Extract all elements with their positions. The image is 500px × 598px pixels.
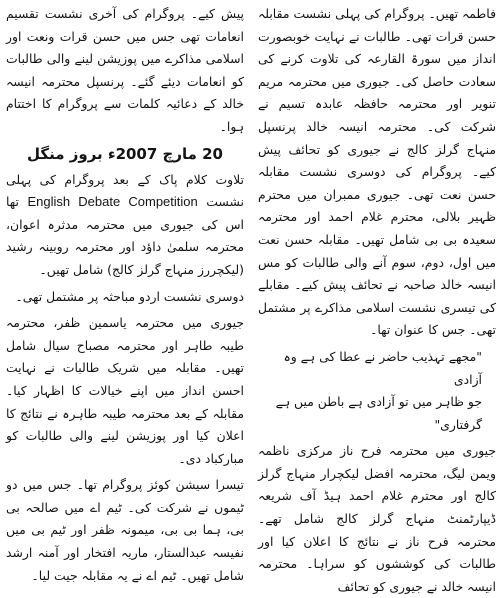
english-debate-title: English Debate Competition bbox=[27, 194, 198, 210]
date-heading-suffix: ء بروز منگل bbox=[27, 144, 116, 163]
left-column bbox=[6, 3, 244, 583]
date-heading bbox=[6, 141, 244, 167]
paragraph-urdu-debate-jury: جیوری میں محترمہ یاسمین ظفر، محترمہ طیبہ طاہر اور محترمہ مصباح سیال شامل تھیں۔ مقابلہ میں شریک طالبات نے نہایت احسن انداز میں اپنے خیالات کا اظہار کیا۔ مقابلہ کے بعد محترمہ طیبہ طاہرہ نے نتائج کا اعلان کیا اور پوزیشن لینے والی طالبات کو مبارکباد دی۔ bbox=[6, 315, 244, 466]
poem-line-2: جو ظاہر میں تو آزادی ہے باطن میں ہے گرفتاری" bbox=[275, 394, 482, 432]
paragraph-prize-distribution: پیش کیے۔ پروگرام کی آخری نشست تقسیم انعامات تھی جس میں حسن قرات ونعت اور اسلامی مذاکرے میں پوزیشن لینے والی طالبات کو انعامات دیئے گئے۔ پرنسپل محترمہ انیسہ خالد کے دعائیہ کلمات سے پروگرام کا اختتام ہوا۔ bbox=[6, 6, 244, 134]
paragraph-urdu-debate: دوسری نشست اردو مباحثہ پر مشتمل تھی۔ bbox=[15, 288, 244, 304]
date-heading-year: 2007 bbox=[115, 144, 158, 163]
right-column bbox=[258, 3, 496, 594]
english-debate-intro: تلاوت کلام پاک کے بعد پروگرام کی پہلی نشست bbox=[6, 171, 244, 210]
paragraph-quiz-session: تیسرا سیشن کوئز پروگرام تھا۔ جس میں دو ٹیموں نے شرکت کی۔ ٹیم اے میں صالحہ بی بی، ہما بی بی، میمونہ ظفر اور ٹیم بی میں نفیسہ عبدالستار، ماریہ افتخار اور آمنہ ارشد شامل تھیں۔ ٹیم اے نے یہ مقابلہ جیت لیا۔ bbox=[6, 477, 244, 583]
paragraph-english-debate bbox=[6, 169, 244, 282]
english-debate-jury: تھا اس کی جیوری میں محترمہ مدثرہ اعوان، محترمہ سلمیٰ داؤد اور محترمہ روبینہ رشید (لیکچررز منہاج گرلز کالج) شامل تھیں۔ bbox=[6, 194, 244, 277]
poem-line-1: "مجھے تہذیب حاضر نے عطا کی ہے وہ آزادی bbox=[283, 348, 482, 387]
paragraph-recitation-naat-dialogue: فاطمہ تھیں۔ پروگرام کی پہلی نشست مقابلہ حسن قرات تھی۔ طالبات نے نہایت خوبصورت انداز میں سورۃ القارعہ کی تلاوت کرنے کی سعادت حاصل کی۔ جیوری میں محترمہ مریم تنویر اور محترمہ حافظہ عابدہ تسیم نے شرکت کی۔ محترمہ انیسہ خالد پرنسپل منہاج گرلز کالج نے جیوری کو تحائف پیش کیے۔ پروگرام کی دوسری نشست مقابلہ حسن نعت تھی۔ جیوری ممبران میں محترم ظہیر بلالی، محترم غلام احمد اور محترمہ سعیدہ بی بی شامل تھیں۔ مقابلہ حسن نعت میں اول، دوم، سوم آنے والی طالبات کو مس انیسہ خالد صاحبہ نے تحائف پیش کیے۔ مقابلے کی تیسری نشست اسلامی مذاکرے پر مشتمل تھی۔ جس کا عنوان تھا۔ bbox=[258, 6, 496, 338]
paragraph-jury-results: جیوری میں محترمہ فرح ناز مرکزی ناظمہ ویمن لیگ، محترمہ افضل لیکچرار منہاج گرلز کالج اور محترم غلام احمد ہیڈ آف شریعہ ڈیپارٹمنٹ منہاج گرلز کالج شامل تھے۔ محترمہ فرح ناز نے نتائج کا اعلان کیا اور طالبات کی کوششوں کو سراہا۔ محترمہ انیسہ خالد نے جیوری کو تحائف bbox=[258, 443, 496, 594]
date-heading-prefix: 20 مارچ bbox=[157, 144, 223, 163]
